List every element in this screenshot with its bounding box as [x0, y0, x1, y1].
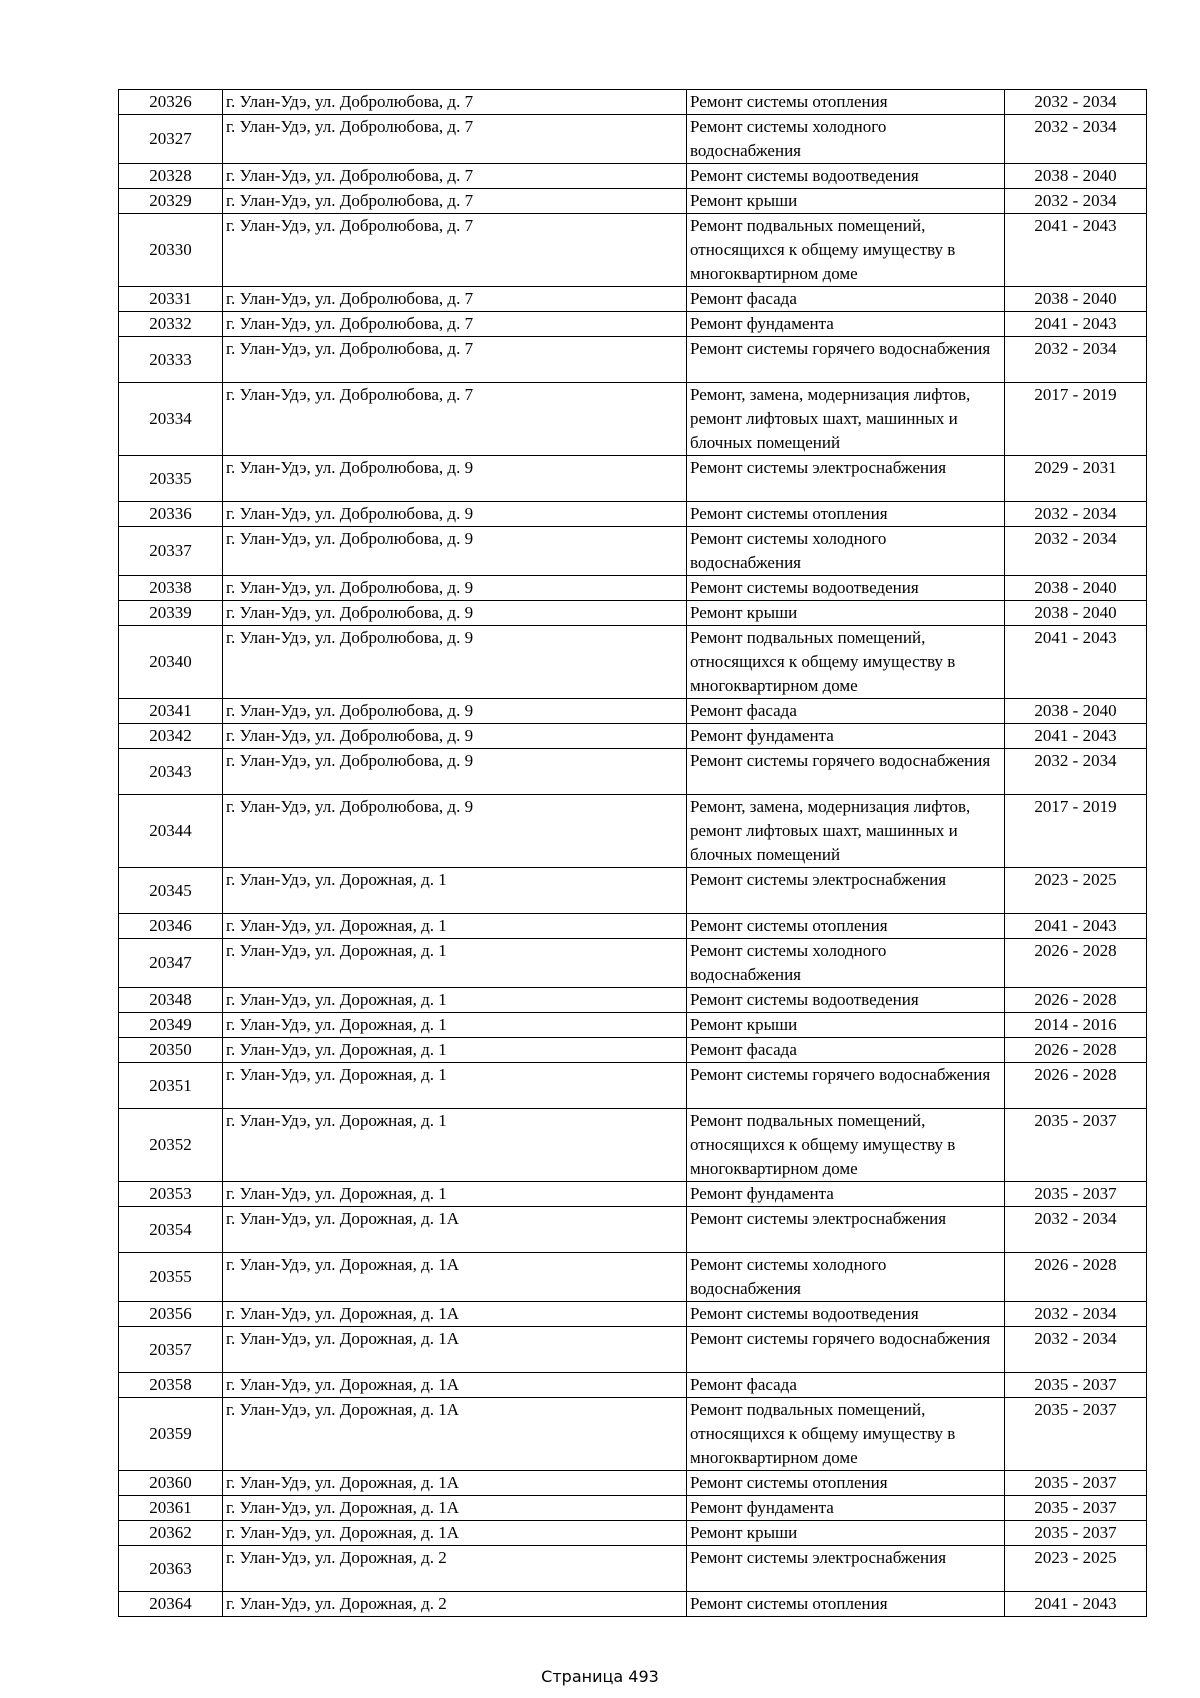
table-row — [119, 1109, 1147, 1182]
period-cell: 2041 - 2043 — [1005, 312, 1147, 337]
address-cell: г. Улан-Удэ, ул. Добролюбова, д. 7 — [223, 164, 687, 189]
period-cell: 2026 - 2028 — [1005, 1253, 1147, 1302]
work-type-cell: Ремонт, замена, модернизация лифтов, ремонт лифтовых шахт, машинных и блочных помещений — [687, 795, 1005, 868]
period-cell: 2023 - 2025 — [1005, 868, 1147, 914]
work-type-cell: Ремонт системы водоотведения — [687, 576, 1005, 601]
work-type-cell: Ремонт системы холодного водоснабжения — [687, 1253, 1005, 1302]
address-cell: г. Улан-Удэ, ул. Добролюбова, д. 9 — [223, 601, 687, 626]
row-number: 20344 — [119, 795, 223, 868]
work-type-cell: Ремонт крыши — [687, 1521, 1005, 1546]
work-type-cell: Ремонт крыши — [687, 601, 1005, 626]
address-cell: г. Улан-Удэ, ул. Дорожная, д. 1А — [223, 1207, 687, 1253]
table-row — [119, 1327, 1147, 1373]
table-row — [119, 1398, 1147, 1471]
period-cell: 2017 - 2019 — [1005, 795, 1147, 868]
row-number: 20328 — [119, 164, 223, 189]
row-number: 20357 — [119, 1327, 223, 1373]
address-cell: г. Улан-Удэ, ул. Дорожная, д. 1 — [223, 868, 687, 914]
table-row — [119, 1546, 1147, 1592]
period-cell: 2041 - 2043 — [1005, 626, 1147, 699]
row-number: 20336 — [119, 502, 223, 527]
row-number: 20338 — [119, 576, 223, 601]
work-type-cell: Ремонт фундамента — [687, 1182, 1005, 1207]
row-number: 20352 — [119, 1109, 223, 1182]
table-row — [119, 724, 1147, 749]
table-row — [119, 214, 1147, 287]
row-number: 20347 — [119, 939, 223, 988]
work-type-cell: Ремонт системы электроснабжения — [687, 868, 1005, 914]
work-type-cell: Ремонт подвальных помещений, относящихся к общему имуществу в многоквартирном доме — [687, 1398, 1005, 1471]
period-cell: 2032 - 2034 — [1005, 1327, 1147, 1373]
address-cell: г. Улан-Удэ, ул. Добролюбова, д. 7 — [223, 214, 687, 287]
period-cell: 2035 - 2037 — [1005, 1521, 1147, 1546]
table-row — [119, 1013, 1147, 1038]
table-row — [119, 939, 1147, 988]
table-row — [119, 914, 1147, 939]
address-cell: г. Улан-Удэ, ул. Добролюбова, д. 7 — [223, 312, 687, 337]
address-cell: г. Улан-Удэ, ул. Добролюбова, д. 9 — [223, 699, 687, 724]
period-cell: 2035 - 2037 — [1005, 1182, 1147, 1207]
page-number: Страница 493 — [541, 1667, 659, 1686]
period-cell: 2032 - 2034 — [1005, 115, 1147, 164]
address-cell: г. Улан-Удэ, ул. Дорожная, д. 1 — [223, 914, 687, 939]
table-row — [119, 1063, 1147, 1109]
table-row — [119, 1521, 1147, 1546]
address-cell: г. Улан-Удэ, ул. Дорожная, д. 2 — [223, 1546, 687, 1592]
table-row — [119, 749, 1147, 795]
row-number: 20348 — [119, 988, 223, 1013]
capital-repair-schedule-table — [118, 89, 1147, 1617]
row-number: 20345 — [119, 868, 223, 914]
period-cell: 2035 - 2037 — [1005, 1109, 1147, 1182]
row-number: 20353 — [119, 1182, 223, 1207]
work-type-cell: Ремонт системы отопления — [687, 914, 1005, 939]
work-type-cell: Ремонт подвальных помещений, относящихся к общему имуществу в многоквартирном доме — [687, 626, 1005, 699]
address-cell: г. Улан-Удэ, ул. Добролюбова, д. 7 — [223, 337, 687, 383]
address-cell: г. Улан-Удэ, ул. Дорожная, д. 1А — [223, 1471, 687, 1496]
period-cell: 2038 - 2040 — [1005, 576, 1147, 601]
table-row — [119, 699, 1147, 724]
address-cell: г. Улан-Удэ, ул. Дорожная, д. 1 — [223, 1109, 687, 1182]
row-number: 20329 — [119, 189, 223, 214]
row-number: 20333 — [119, 337, 223, 383]
period-cell: 2038 - 2040 — [1005, 164, 1147, 189]
period-cell: 2035 - 2037 — [1005, 1496, 1147, 1521]
table-row — [119, 1471, 1147, 1496]
table-row — [119, 502, 1147, 527]
table-row — [119, 1038, 1147, 1063]
period-cell: 2038 - 2040 — [1005, 287, 1147, 312]
work-type-cell: Ремонт фундамента — [687, 1496, 1005, 1521]
work-type-cell: Ремонт системы горячего водоснабжения — [687, 337, 1005, 383]
address-cell: г. Улан-Удэ, ул. Добролюбова, д. 7 — [223, 383, 687, 456]
period-cell: 2032 - 2034 — [1005, 337, 1147, 383]
work-type-cell: Ремонт крыши — [687, 1013, 1005, 1038]
address-cell: г. Улан-Удэ, ул. Добролюбова, д. 7 — [223, 90, 687, 115]
period-cell: 2032 - 2034 — [1005, 90, 1147, 115]
table-row — [119, 626, 1147, 699]
work-type-cell: Ремонт крыши — [687, 189, 1005, 214]
period-cell: 2032 - 2034 — [1005, 1302, 1147, 1327]
address-cell: г. Улан-Удэ, ул. Добролюбова, д. 7 — [223, 189, 687, 214]
row-number: 20363 — [119, 1546, 223, 1592]
period-cell: 2026 - 2028 — [1005, 1038, 1147, 1063]
row-number: 20334 — [119, 383, 223, 456]
period-cell: 2023 - 2025 — [1005, 1546, 1147, 1592]
address-cell: г. Улан-Удэ, ул. Добролюбова, д. 9 — [223, 724, 687, 749]
table-row — [119, 868, 1147, 914]
work-type-cell: Ремонт системы электроснабжения — [687, 456, 1005, 502]
period-cell: 2041 - 2043 — [1005, 1592, 1147, 1617]
table-row — [119, 795, 1147, 868]
work-type-cell: Ремонт фасада — [687, 699, 1005, 724]
address-cell: г. Улан-Удэ, ул. Дорожная, д. 1 — [223, 939, 687, 988]
table-row — [119, 383, 1147, 456]
table-body — [119, 90, 1147, 1617]
address-cell: г. Улан-Удэ, ул. Добролюбова, д. 9 — [223, 527, 687, 576]
work-type-cell: Ремонт системы горячего водоснабжения — [687, 1063, 1005, 1109]
address-cell: г. Улан-Удэ, ул. Добролюбова, д. 9 — [223, 456, 687, 502]
period-cell: 2038 - 2040 — [1005, 699, 1147, 724]
work-type-cell: Ремонт системы электроснабжения — [687, 1546, 1005, 1592]
period-cell: 2035 - 2037 — [1005, 1471, 1147, 1496]
work-type-cell: Ремонт системы горячего водоснабжения — [687, 1327, 1005, 1373]
period-cell: 2026 - 2028 — [1005, 939, 1147, 988]
table-row — [119, 527, 1147, 576]
period-cell: 2035 - 2037 — [1005, 1398, 1147, 1471]
row-number: 20359 — [119, 1398, 223, 1471]
table-row — [119, 1302, 1147, 1327]
period-cell: 2032 - 2034 — [1005, 1207, 1147, 1253]
address-cell: г. Улан-Удэ, ул. Дорожная, д. 1 — [223, 988, 687, 1013]
address-cell: г. Улан-Удэ, ул. Добролюбова, д. 7 — [223, 115, 687, 164]
work-type-cell: Ремонт системы холодного водоснабжения — [687, 115, 1005, 164]
work-type-cell: Ремонт подвальных помещений, относящихся к общему имуществу в многоквартирном доме — [687, 1109, 1005, 1182]
row-number: 20343 — [119, 749, 223, 795]
work-type-cell: Ремонт системы холодного водоснабжения — [687, 527, 1005, 576]
row-number: 20342 — [119, 724, 223, 749]
work-type-cell: Ремонт фундамента — [687, 724, 1005, 749]
period-cell: 2029 - 2031 — [1005, 456, 1147, 502]
address-cell: г. Улан-Удэ, ул. Добролюбова, д. 9 — [223, 626, 687, 699]
row-number: 20331 — [119, 287, 223, 312]
period-cell: 2026 - 2028 — [1005, 1063, 1147, 1109]
address-cell: г. Улан-Удэ, ул. Дорожная, д. 1А — [223, 1253, 687, 1302]
table-row — [119, 601, 1147, 626]
work-type-cell: Ремонт системы холодного водоснабжения — [687, 939, 1005, 988]
row-number: 20351 — [119, 1063, 223, 1109]
period-cell: 2032 - 2034 — [1005, 527, 1147, 576]
work-type-cell: Ремонт системы горячего водоснабжения — [687, 749, 1005, 795]
period-cell: 2038 - 2040 — [1005, 601, 1147, 626]
row-number: 20349 — [119, 1013, 223, 1038]
address-cell: г. Улан-Удэ, ул. Дорожная, д. 2 — [223, 1592, 687, 1617]
address-cell: г. Улан-Удэ, ул. Дорожная, д. 1А — [223, 1327, 687, 1373]
work-type-cell: Ремонт системы отопления — [687, 1471, 1005, 1496]
row-number: 20337 — [119, 527, 223, 576]
work-type-cell: Ремонт системы отопления — [687, 90, 1005, 115]
period-cell: 2041 - 2043 — [1005, 914, 1147, 939]
work-type-cell: Ремонт фасада — [687, 287, 1005, 312]
address-cell: г. Улан-Удэ, ул. Дорожная, д. 1 — [223, 1038, 687, 1063]
row-number: 20361 — [119, 1496, 223, 1521]
period-cell: 2041 - 2043 — [1005, 724, 1147, 749]
work-type-cell: Ремонт системы отопления — [687, 1592, 1005, 1617]
row-number: 20339 — [119, 601, 223, 626]
address-cell: г. Улан-Удэ, ул. Дорожная, д. 1А — [223, 1521, 687, 1546]
row-number: 20355 — [119, 1253, 223, 1302]
row-number: 20362 — [119, 1521, 223, 1546]
table-row — [119, 1253, 1147, 1302]
work-type-cell: Ремонт фасада — [687, 1373, 1005, 1398]
table-row — [119, 312, 1147, 337]
row-number: 20330 — [119, 214, 223, 287]
row-number: 20346 — [119, 914, 223, 939]
row-number: 20360 — [119, 1471, 223, 1496]
period-cell: 2026 - 2028 — [1005, 988, 1147, 1013]
work-type-cell: Ремонт системы водоотведения — [687, 1302, 1005, 1327]
table-row — [119, 1207, 1147, 1253]
work-type-cell: Ремонт, замена, модернизация лифтов, ремонт лифтовых шахт, машинных и блочных помещений — [687, 383, 1005, 456]
table-row — [119, 287, 1147, 312]
row-number: 20327 — [119, 115, 223, 164]
address-cell: г. Улан-Удэ, ул. Дорожная, д. 1А — [223, 1302, 687, 1327]
table-row — [119, 1496, 1147, 1521]
table-row — [119, 164, 1147, 189]
table-row — [119, 189, 1147, 214]
table-row — [119, 456, 1147, 502]
work-type-cell: Ремонт системы водоотведения — [687, 164, 1005, 189]
table-row — [119, 90, 1147, 115]
row-number: 20340 — [119, 626, 223, 699]
work-type-cell: Ремонт системы электроснабжения — [687, 1207, 1005, 1253]
table-row — [119, 115, 1147, 164]
table-row — [119, 1182, 1147, 1207]
period-cell: 2017 - 2019 — [1005, 383, 1147, 456]
address-cell: г. Улан-Удэ, ул. Дорожная, д. 1А — [223, 1496, 687, 1521]
table-row — [119, 337, 1147, 383]
period-cell: 2035 - 2037 — [1005, 1373, 1147, 1398]
period-cell: 2041 - 2043 — [1005, 214, 1147, 287]
work-type-cell: Ремонт фасада — [687, 1038, 1005, 1063]
period-cell: 2032 - 2034 — [1005, 189, 1147, 214]
work-type-cell: Ремонт подвальных помещений, относящихся к общему имуществу в многоквартирном доме — [687, 214, 1005, 287]
row-number: 20326 — [119, 90, 223, 115]
work-type-cell: Ремонт системы водоотведения — [687, 988, 1005, 1013]
row-number: 20341 — [119, 699, 223, 724]
row-number: 20350 — [119, 1038, 223, 1063]
address-cell: г. Улан-Удэ, ул. Добролюбова, д. 9 — [223, 576, 687, 601]
address-cell: г. Улан-Удэ, ул. Добролюбова, д. 9 — [223, 795, 687, 868]
row-number: 20358 — [119, 1373, 223, 1398]
address-cell: г. Улан-Удэ, ул. Дорожная, д. 1 — [223, 1182, 687, 1207]
row-number: 20364 — [119, 1592, 223, 1617]
table-row — [119, 1373, 1147, 1398]
address-cell: г. Улан-Удэ, ул. Дорожная, д. 1 — [223, 1063, 687, 1109]
address-cell: г. Улан-Удэ, ул. Добролюбова, д. 9 — [223, 502, 687, 527]
table-row — [119, 576, 1147, 601]
address-cell: г. Улан-Удэ, ул. Дорожная, д. 1 — [223, 1013, 687, 1038]
address-cell: г. Улан-Удэ, ул. Дорожная, д. 1А — [223, 1398, 687, 1471]
period-cell: 2014 - 2016 — [1005, 1013, 1147, 1038]
address-cell: г. Улан-Удэ, ул. Добролюбова, д. 7 — [223, 287, 687, 312]
period-cell: 2032 - 2034 — [1005, 502, 1147, 527]
row-number: 20332 — [119, 312, 223, 337]
address-cell: г. Улан-Удэ, ул. Добролюбова, д. 9 — [223, 749, 687, 795]
work-type-cell: Ремонт системы отопления — [687, 502, 1005, 527]
table-row — [119, 1592, 1147, 1617]
period-cell: 2032 - 2034 — [1005, 749, 1147, 795]
row-number: 20356 — [119, 1302, 223, 1327]
work-type-cell: Ремонт фундамента — [687, 312, 1005, 337]
table-row — [119, 988, 1147, 1013]
row-number: 20335 — [119, 456, 223, 502]
row-number: 20354 — [119, 1207, 223, 1253]
address-cell: г. Улан-Удэ, ул. Дорожная, д. 1А — [223, 1373, 687, 1398]
